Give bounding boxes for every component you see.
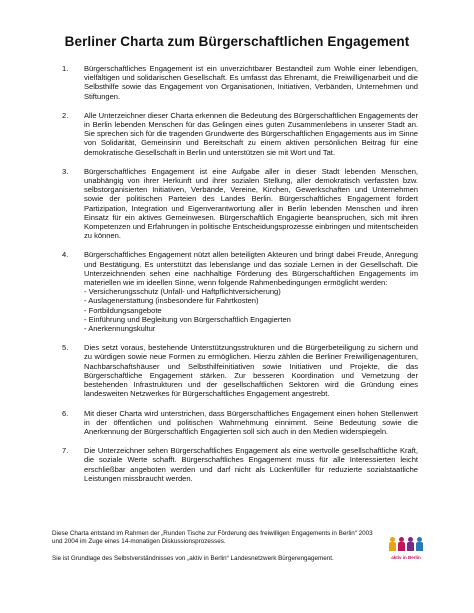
- footer-basis-text: Sie ist Grundlage des Selbstverständnisses von „aktiv in Berlin“ Landesnetzwerk Bürgerengagement.: [52, 555, 334, 562]
- list-item-6: [62, 409, 418, 437]
- logo-figure-body: [407, 542, 414, 551]
- sub-item: - Anerkennungskultur: [84, 324, 156, 334]
- logo-figure-body: [416, 542, 423, 551]
- item-text: Bürgerschaftliches Engagement nützt allen beteiligten Akteuren und bringt dabei Freude, Anregung und Bestätigung. Es unterstützt das lebenslange und das soziale Lernen in der Gesellschaft. Die Unterzeichnenden sehen eine nachhaltige Förderung des Bürgerschaftlichen Engagements im materiellen wie im ideellen Sinne, wenn folgende Rahmenbedingungen ermöglicht werden:: [84, 250, 418, 288]
- item-text: Mit dieser Charta wird unterstrichen, dass Bürgerschaftliches Engagement einen hohen Stellenwert in der öffentlichen und politischen Wahrnehmung einnimmt. Seine Bedeutung sowie die Anerkennung der Bürgerschaftlich Engagierten soll sich auch in den Medien widerspiegeln.: [84, 408, 418, 436]
- item-text: Alle Unterzeichner dieser Charta erkennen die Bedeutung des Bürgerschaftlichen Engagements der in Berlin lebenden Menschen für das Gelingen eines guten Zusammenlebens in unserer Stadt an. Sie sprechen sich für die tragenden Grundwerte des Bürgerschaftlichen Engagements aus im Sinne von Solidarität, Gemeinsinn und Bereitschaft zu einem aktiven persönlichen Beitrag für eine demokratische Gesellschaft in Berlin und unterstützen sie mit Wort und Tat.: [84, 110, 418, 157]
- item-number: 4.: [62, 250, 69, 260]
- list-item-5: [62, 343, 418, 398]
- sub-item: - Fortbildungsangebote: [84, 305, 162, 315]
- list-item-2: [62, 111, 418, 157]
- item-number: 2.: [62, 110, 69, 120]
- item-text: Bürgerschaftliches Engagement ist eine Aufgabe aller in dieser Stadt lebenden Menschen, unabhängig von ihrer Herkunft und ihrer sozialen Stellung, aller demokratisch verfassten bzw. selbstorganisierten Initiativen, Verbände, Vereine, Kirchen, Gewerkschaften und Unternehmen sowie der politischen Parteien des Landes Berlin. Bürgerschaftliches Engagement fördert Partizipation, Integration und Eigenverantwortung aller in Berlin lebenden Menschen und ihren Einsatz für ein aktives Gemeinwesen. Bürgerschaftlich Engagierte beanspruchen, sich mit ihren Kompetenzen und Erfahrungen in politische Entscheidungsprozesse einbringen und mitentscheiden zu können.: [84, 166, 418, 241]
- item-number: 3.: [62, 166, 69, 176]
- list-item-1: [62, 64, 418, 101]
- item-number: 1.: [62, 64, 69, 73]
- sub-item: - Versicherungsschutz (Unfall- und Haftpflichtversicherung): [84, 287, 281, 297]
- item-number: 5.: [62, 343, 69, 353]
- item-text: Bürgerschaftliches Engagement ist ein unverzichtbarer Bestandteil zum Wohle einer lebendigen, vielfältigen und solidarischen Gesellschaft. Es umfasst das Ehrenamt, die Freiwilligenarbeit und die Selbsthilfe sowie das Engagement von Organisationen, Initiativen, Verbänden, Unternehmen und Stiftungen.: [84, 64, 418, 101]
- charter-list: [62, 64, 418, 493]
- item-text: Die Unterzeichner sehen Bürgerschaftliches Engagement als eine wertvolle gesellschaftliche Kraft, die soziale Werte schafft. Bürgerschaftliches Engagement muss für alle Interessierten leicht erschließbar angeboten werden und darf nicht als Lückenfüller für reduzierte sozialstaatliche Leistungen missbraucht werden.: [84, 446, 418, 483]
- aktiv-in-berlin-logo: [388, 530, 424, 560]
- list-item-4: [62, 250, 418, 333]
- sub-item: - Einführung und Begleitung von Bürgerschaftlich Engagierten: [84, 314, 291, 324]
- list-item-3: [62, 167, 418, 241]
- sub-item: - Auslagenerstattung (insbesondere für Fahrtkosten): [84, 296, 259, 306]
- item-number: 7.: [62, 446, 69, 456]
- list-item-7: [62, 446, 418, 483]
- item-number: 6.: [62, 408, 69, 418]
- footer-origin-text: Diese Charta entstand im Rahmen der „Runden Tische zur Förderung des freiwilligen Engagements in Berlin“ 2003 und 2004 im Zuge eines 14-monatigen Diskussionsprozesses.: [52, 530, 373, 545]
- logo-figure-body: [389, 542, 396, 551]
- logo-figure-body: [398, 542, 405, 551]
- logo-figure-icon: [407, 537, 414, 551]
- item-text: Dies setzt voraus, bestehende Unterstützungsstrukturen und die Bürgerbeteiligung zu sichern und zu würdigen sowie neue Formen zu ermöglichen. Hierzu zählen die Berliner Freiwilligenagenturen, Nachbarschaftshäuser und Selbsthilfeinitiativen sowie Initiativen und Projekte, die das Bürgerschaftliche Engagement stärken. Zur besseren Koordination und Vernetzung der bestehenden Infrastrukturen und der gesellschaftlichen Sektoren wird die Gründung eines landesweiten Netzwerkes für Bürgerschaftliches Engagement angestrebt.: [84, 343, 418, 399]
- logo-figure-icon: [416, 537, 423, 551]
- footer-note: [52, 530, 382, 572]
- item-text-block: [84, 250, 418, 333]
- logo-caption: aktiv in Berlin: [391, 555, 421, 560]
- page-title: Berliner Charta zum Bürgerschaftlichen Engagement: [64, 34, 410, 49]
- logo-figure-icon: [398, 537, 405, 551]
- logo-figure-icon: [389, 537, 396, 551]
